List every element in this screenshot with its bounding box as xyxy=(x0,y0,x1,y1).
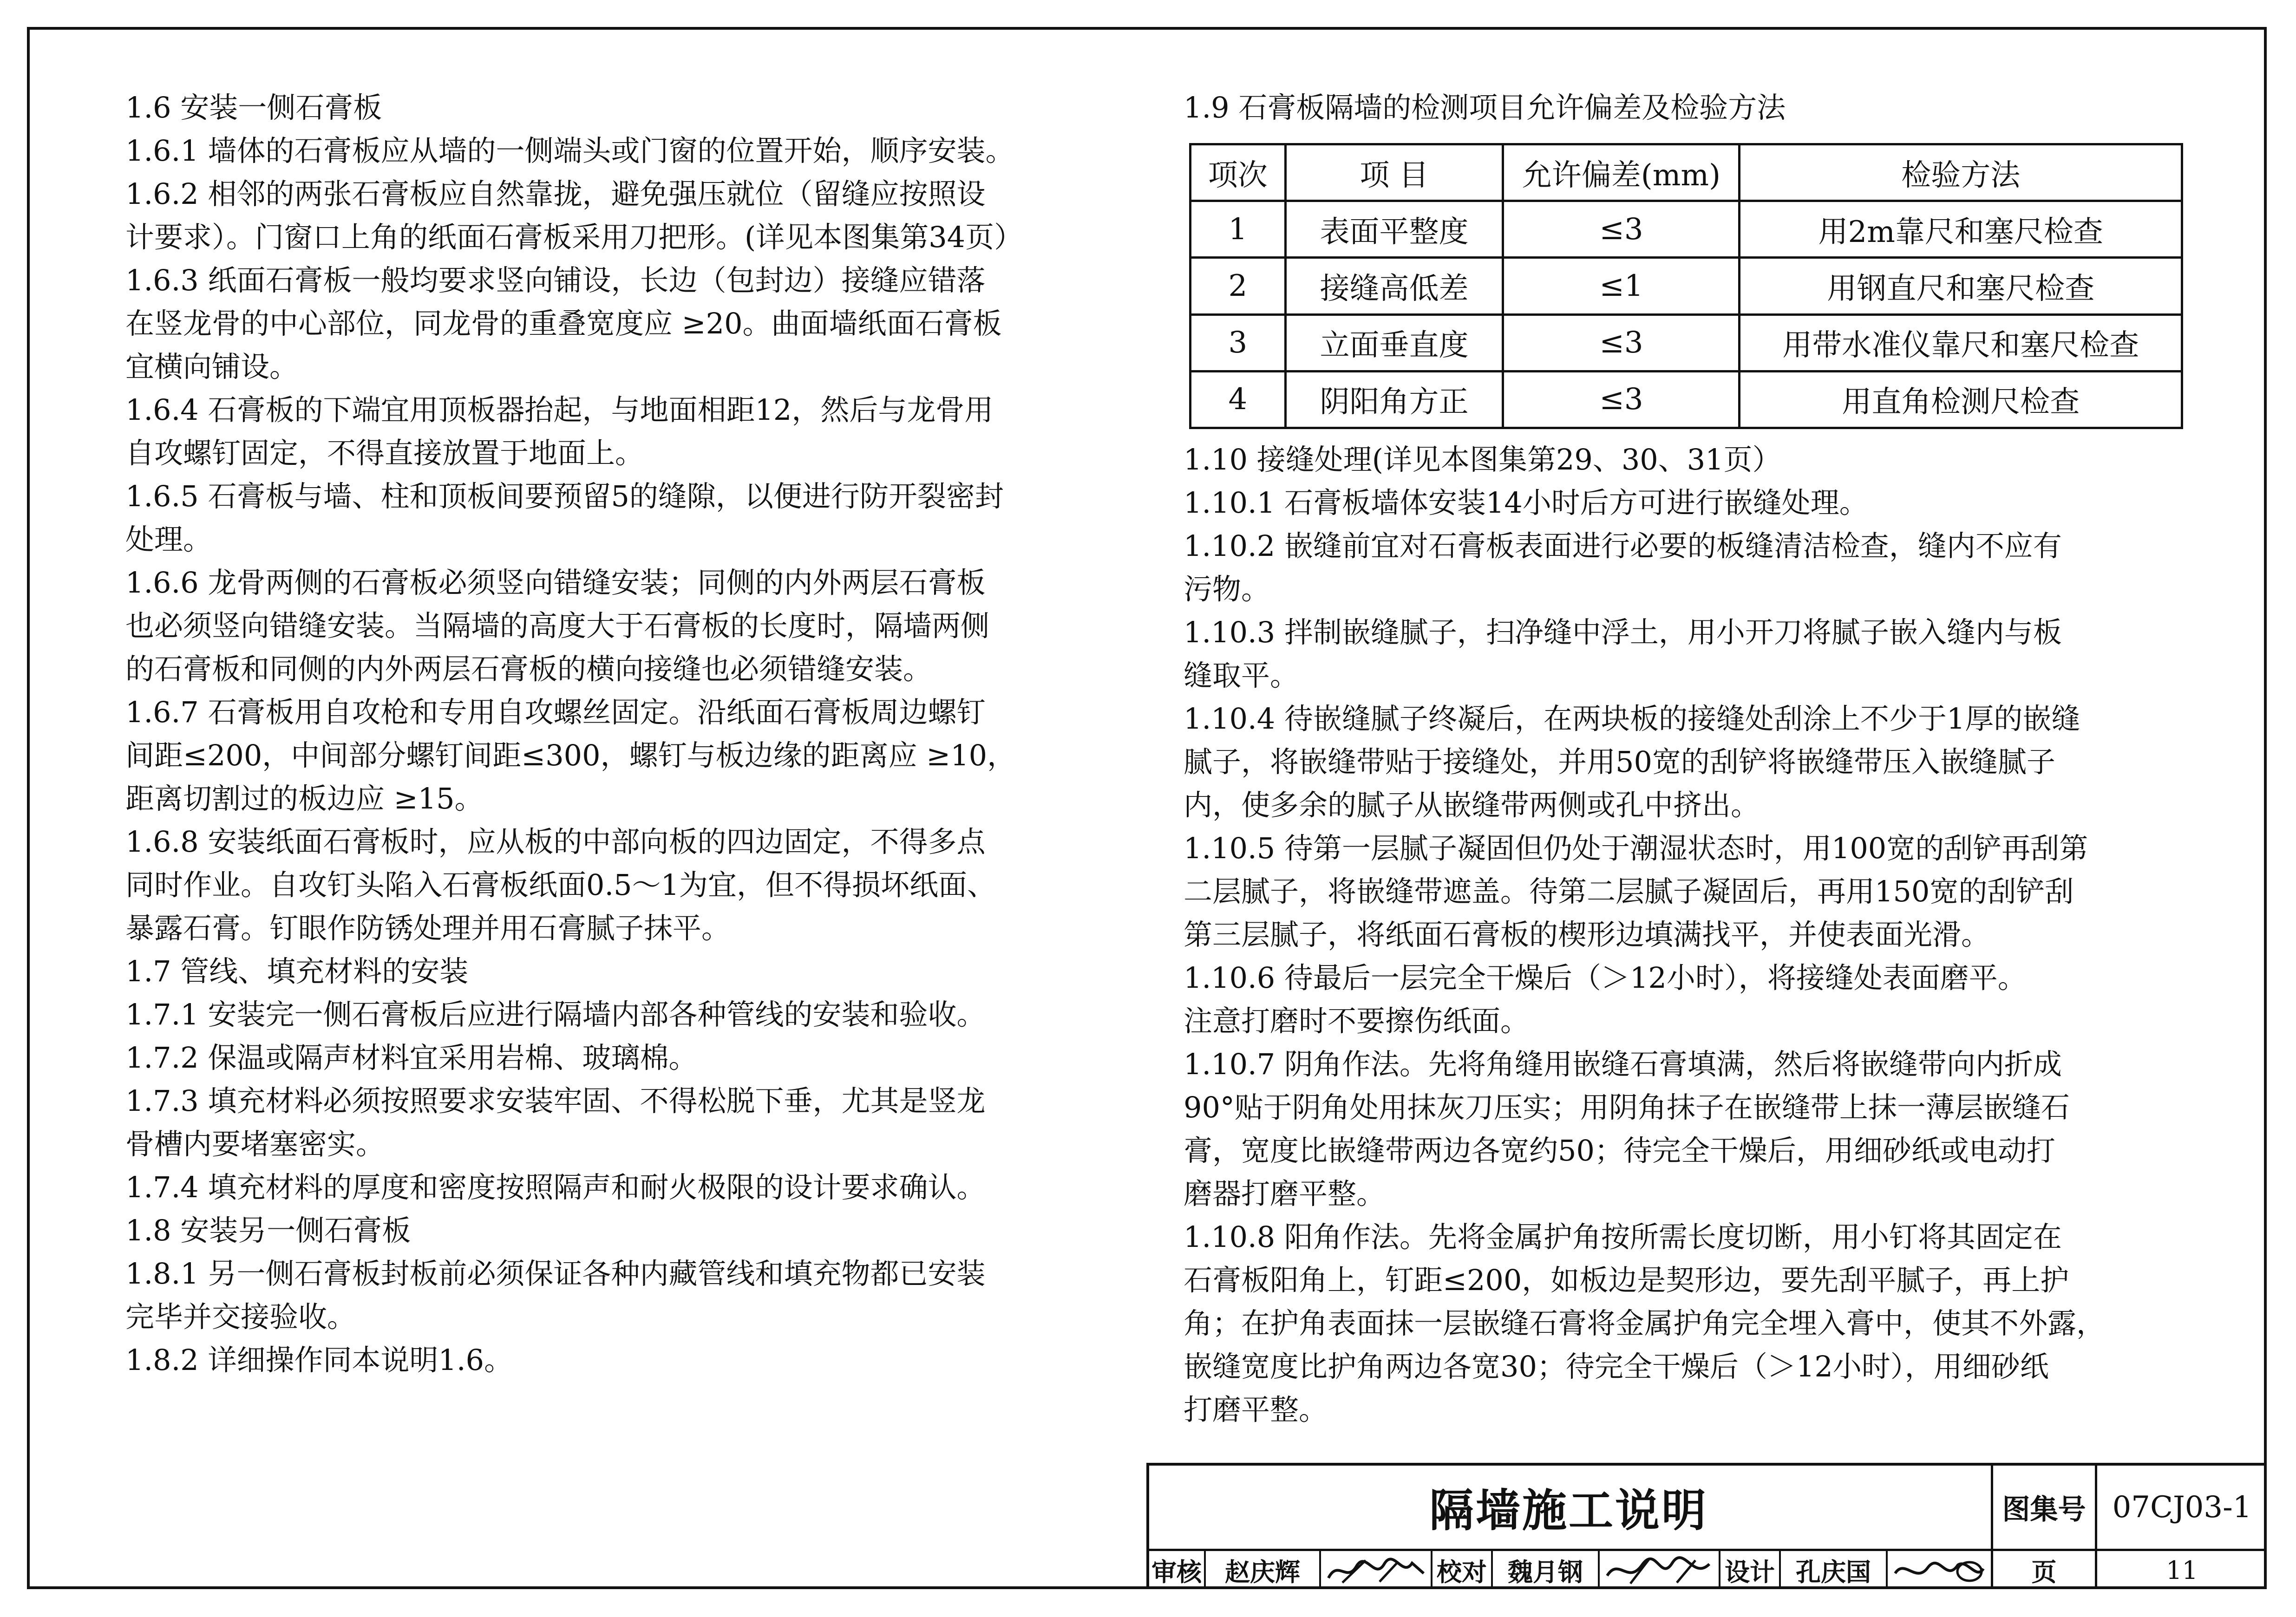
table-cell: 立面垂直度 xyxy=(1285,314,1503,371)
text-line: 1.10.7 阴角作法。先将角缝用嵌缝石膏填满，然后将嵌缝带向内折成 xyxy=(1184,1047,2062,1081)
text-line: 内，使多余的腻子从嵌缝带两侧或孔中挤出。 xyxy=(1184,788,1760,822)
table-cell: 用直角检测尺检查 xyxy=(1740,371,2182,428)
text-line: 第三层腻子，将纸面石膏板的楔形边填满找平，并使表面光滑。 xyxy=(1184,918,1990,952)
table-header-row xyxy=(1191,144,2182,201)
table-cell: 用2m靠尺和塞尺检查 xyxy=(1740,201,2182,258)
text-line: 1.10.1 石膏板墙体安装14小时后方可进行嵌缝处理。 xyxy=(1184,486,1868,520)
text-line: 1.10.4 待嵌缝腻子终凝后，在两块板的接缝处刮涂上不少于1厚的嵌缝 xyxy=(1184,702,2080,736)
table-cell: 2 xyxy=(1191,258,1286,314)
table-cell: ≤3 xyxy=(1503,314,1740,371)
table-cell: 3 xyxy=(1191,314,1286,371)
text-line: 1.7.3 填充材料必须按照要求安装牢固、不得松脱下垂，尤其是竖龙 xyxy=(125,1084,986,1118)
left-column-text xyxy=(125,86,1023,1382)
page-label: 页 xyxy=(2031,1557,2057,1587)
text-line: 自攻螺钉固定，不得直接放置于地面上。 xyxy=(125,436,644,470)
text-line: 1.8.1 另一侧石膏板封板前必须保证各种内藏管线和填充物都已安装 xyxy=(125,1257,986,1291)
review-label: 审核 xyxy=(1151,1557,1202,1587)
text-line: 处理。 xyxy=(125,522,212,556)
text-line: 角；在护角表面抹一层嵌缝石膏将金属护角完全埋入膏中，使其不外露， xyxy=(1184,1306,2106,1340)
text-line: 缝取平。 xyxy=(1184,659,1299,692)
text-line: 打磨平整。 xyxy=(1184,1393,1328,1427)
table-row xyxy=(1191,201,2182,258)
text-line: 1.10.6 待最后一层完全干燥后（＞12小时），将接缝处表面磨平。 xyxy=(1184,961,2027,995)
designer-signature-image xyxy=(1890,1555,1988,1587)
table-row xyxy=(1191,258,2182,314)
table-cell: 接缝高低差 xyxy=(1285,258,1503,314)
text-line: 二层腻子，将嵌缝带遮盖。待第二层腻子凝固后，再用150宽的刮铲刮 xyxy=(1184,874,2074,908)
text-line: 1.10 接缝处理(详见本图集第29、30、31页） xyxy=(1184,443,1781,476)
text-line: 1.7 管线、填充材料的安装 xyxy=(125,954,469,988)
text-line: 腻子，将嵌缝带贴于接缝处，并用50宽的刮铲将嵌缝带压入嵌缝腻子 xyxy=(1184,745,2055,779)
text-line: 同时作业。自攻钉头陷入石膏板纸面0.5～1为宜，但不得损坏纸面、 xyxy=(125,868,996,902)
text-line: 膏，宽度比嵌缝带两边各宽约50；待完全干燥后，用细砂纸或电动打 xyxy=(1184,1134,2055,1167)
text-line: 计要求）。门窗口上角的纸面石膏板采用刀把形。(详见本图集第34页） xyxy=(125,220,1023,254)
inspection-table xyxy=(1189,143,2183,429)
text-line: 石膏板阳角上，钉距≤200，如板边是契形边，要先刮平腻子，再上护 xyxy=(1184,1263,2069,1297)
text-line: 1.6.7 石膏板用自攻枪和专用自攻螺丝固定。沿纸面石膏板周边螺钉 xyxy=(125,695,986,729)
drawing-title: 隔墙施工说明 xyxy=(1429,1484,1708,1537)
section-heading: 1.9 石膏板隔墙的检测项目允许偏差及检验方法 xyxy=(1184,91,1786,124)
table-row xyxy=(1191,314,2182,371)
text-line: 完毕并交接验收。 xyxy=(125,1300,356,1334)
text-line: 90°贴于阴角处用抹灰刀压实；用阴角抹子在嵌缝带上抹一薄层嵌缝石 xyxy=(1184,1090,2070,1124)
reviewer-signature-image xyxy=(1324,1555,1428,1587)
atlas-number: 07CJ03-1 xyxy=(2112,1490,2252,1525)
table-header-cell: 允许偏差(mm) xyxy=(1503,144,1740,201)
text-line: 1.10.3 拌制嵌缝腻子，扫净缝中浮土，用小开刀将腻子嵌入缝内与板 xyxy=(1184,615,2062,649)
reviewer-name: 赵庆辉 xyxy=(1225,1557,1300,1587)
text-line: 1.6 安装一侧石膏板 xyxy=(125,91,382,124)
text-line: 1.6.3 纸面石膏板一般均要求竖向铺设，长边（包封边）接缝应错落 xyxy=(125,263,986,297)
table-cell: 4 xyxy=(1191,371,1286,428)
atlas-number-label: 图集号 xyxy=(2002,1493,2086,1526)
text-line: 污物。 xyxy=(1184,572,1270,606)
text-line: 1.10.2 嵌缝前宜对石膏板表面进行必要的板缝清洁检查，缝内不应有 xyxy=(1184,529,2062,563)
checker-signature-image xyxy=(1603,1555,1716,1587)
table-header-cell: 项 目 xyxy=(1285,144,1503,201)
text-line: 1.10.5 待第一层腻子凝固但仍处于潮湿状态时，用100宽的刮铲再刮第 xyxy=(1184,831,2088,865)
text-line: 1.10.8 阳角作法。先将金属护角按所需长度切断，用小钉将其固定在 xyxy=(1184,1220,2062,1254)
text-line: 1.6.2 相邻的两张石膏板应自然靠拢，避免强压就位（留缝应按照设 xyxy=(125,177,986,211)
text-line: 宜横向铺设。 xyxy=(125,350,299,384)
table-cell: ≤1 xyxy=(1503,258,1740,314)
text-line: 1.7.1 安装完一侧石膏板后应进行隔墙内部各种管线的安装和验收。 xyxy=(125,998,986,1031)
text-line: 1.6.5 石膏板与墙、柱和顶板间要预留5的缝隙，以便进行防开裂密封 xyxy=(125,479,1004,513)
text-line: 嵌缝宽度比护角两边各宽30；待完全干燥后（＞12小时），用细砂纸 xyxy=(1184,1350,2049,1383)
table-cell: 表面平整度 xyxy=(1285,201,1503,258)
text-line: 距离切割过的板边应 ≥15。 xyxy=(125,782,484,815)
right-column-text xyxy=(1184,438,2105,1431)
text-line: 1.8 安装另一侧石膏板 xyxy=(125,1213,411,1247)
table-cell: 用钢直尺和塞尺检查 xyxy=(1740,258,2182,314)
text-line: 的石膏板和同侧的内外两层石膏板的横向接缝也必须错缝安装。 xyxy=(125,652,932,686)
text-line: 也必须竖向错缝安装。当隔墙的高度大于石膏板的长度时，隔墙两侧 xyxy=(125,609,990,643)
text-line: 1.6.8 安装纸面石膏板时，应从板的中部向板的四边固定，不得多点 xyxy=(125,825,986,859)
check-label: 校对 xyxy=(1437,1557,1487,1587)
designer-name: 孔庆国 xyxy=(1796,1557,1871,1587)
table-cell: ≤3 xyxy=(1503,371,1740,428)
design-label: 设计 xyxy=(1725,1557,1775,1587)
checker-name: 魏月钢 xyxy=(1508,1557,1583,1587)
page-number: 11 xyxy=(2166,1555,2198,1585)
table-row xyxy=(1191,371,2182,428)
text-line: 注意打磨时不要擦伤纸面。 xyxy=(1184,1004,1530,1038)
text-line: 骨槽内要堵塞密实。 xyxy=(125,1127,385,1161)
text-line: 1.8.2 详细操作同本说明1.6。 xyxy=(125,1343,513,1377)
table-header-cell: 项次 xyxy=(1191,144,1286,201)
table-cell: 用带水准仪靠尺和塞尺检查 xyxy=(1740,314,2182,371)
table-cell: ≤3 xyxy=(1503,201,1740,258)
table-cell: 1 xyxy=(1191,201,1286,258)
text-line: 间距≤200，中间部分螺钉间距≤300，螺钉与板边缘的距离应 ≥10， xyxy=(125,738,1016,772)
text-line: 1.6.6 龙骨两侧的石膏板必须竖向错缝安装；同侧的内外两层石膏板 xyxy=(125,566,986,600)
text-line: 暴露石膏。钉眼作防锈处理并用石膏腻子抹平。 xyxy=(125,911,731,945)
table-header-cell: 检验方法 xyxy=(1740,144,2182,201)
text-line: 1.6.1 墙体的石膏板应从墙的一侧端头或门窗的位置开始，顺序安装。 xyxy=(125,134,1014,168)
text-line: 磨器打磨平整。 xyxy=(1184,1177,1386,1211)
text-line: 1.7.2 保温或隔声材料宜采用岩棉、玻璃棉。 xyxy=(125,1041,698,1075)
table-cell: 阴阳角方正 xyxy=(1285,371,1503,428)
text-line: 1.6.4 石膏板的下端宜用顶板器抬起，与地面相距12，然后与龙骨用 xyxy=(125,393,994,427)
text-line: 在竖龙骨的中心部位，同龙骨的重叠宽度应 ≥20。曲面墙纸面石膏板 xyxy=(125,306,1002,340)
text-line: 1.7.4 填充材料的厚度和密度按照隔声和耐火极限的设计要求确认。 xyxy=(125,1170,986,1204)
right-column-heading xyxy=(1184,86,1786,129)
